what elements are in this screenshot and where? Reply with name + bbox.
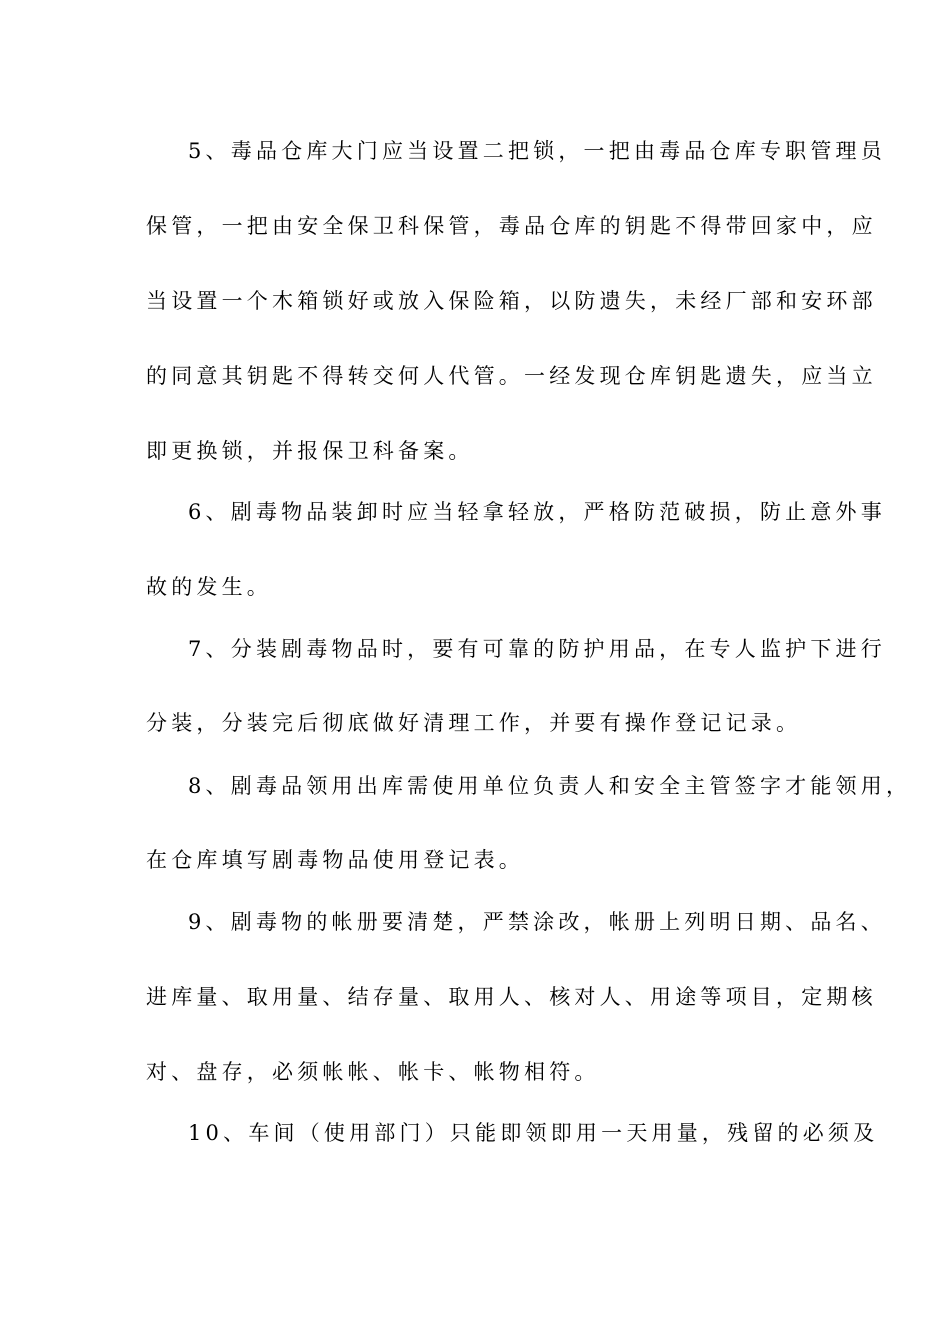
paragraph-10-line-1: 10、车间（使用部门）只能即领即用一天用量，残留的必须及 bbox=[188, 1121, 879, 1145]
paragraph-7-line-1: 7、分装剧毒物品时，要有可靠的防护用品，在专人监护下进行 bbox=[188, 637, 886, 661]
paragraph-5-line-1: 5、毒品仓库大门应当设置二把锁，一把由毒品仓库专职管理员 bbox=[188, 139, 886, 163]
paragraph-5-line-5: 即更换锁，并报保卫科备案。 bbox=[146, 439, 474, 463]
paragraph-5-line-3: 当设置一个木箱锁好或放入保险箱，以防遗失，未经厂部和安环部 bbox=[146, 289, 877, 313]
paragraph-8-line-1: 8、剧毒品领用出库需使用单位负责人和安全主管签字才能领用， bbox=[188, 774, 912, 798]
paragraph-8-line-2: 在仓库填写剧毒物品使用登记表。 bbox=[146, 848, 524, 872]
paragraph-9-line-3: 对、盘存，必须帐帐、帐卡、帐物相符。 bbox=[146, 1060, 600, 1084]
paragraph-6-line-2: 故的发生。 bbox=[146, 575, 272, 599]
paragraph-6-line-1: 6、剧毒物品装卸时应当轻拿轻放，严格防范破损，防止意外事 bbox=[188, 500, 886, 524]
paragraph-7-line-2: 分装，分装完后彻底做好清理工作，并要有操作登记记录。 bbox=[146, 711, 802, 735]
paragraph-5-line-2: 保管，一把由安全保卫科保管，毒品仓库的钥匙不得带回家中，应 bbox=[146, 214, 877, 238]
paragraph-9-line-1: 9、剧毒物的帐册要清楚，严禁涂改，帐册上列明日期、品名、 bbox=[188, 910, 886, 934]
paragraph-5-line-4: 的同意其钥匙不得转交何人代管。一经发现仓库钥匙遗失，应当立 bbox=[146, 364, 877, 388]
paragraph-9-line-2: 进库量、取用量、结存量、取用人、核对人、用途等项目，定期核 bbox=[146, 985, 877, 1009]
